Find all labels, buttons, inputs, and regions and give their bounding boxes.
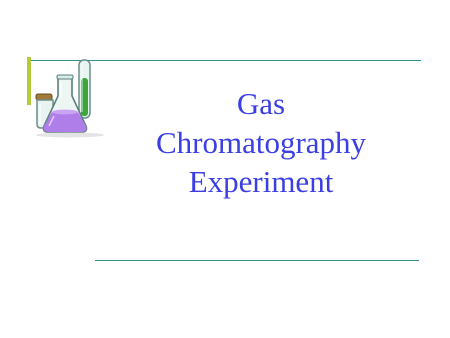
bottom-rule — [95, 260, 419, 261]
slide-title — [90, 84, 432, 201]
title-line-3: Experiment — [188, 164, 334, 199]
title-line-2: Chromatography — [155, 125, 367, 160]
test-tube-icon — [79, 60, 90, 118]
title-line-1: Gas — [236, 86, 286, 121]
